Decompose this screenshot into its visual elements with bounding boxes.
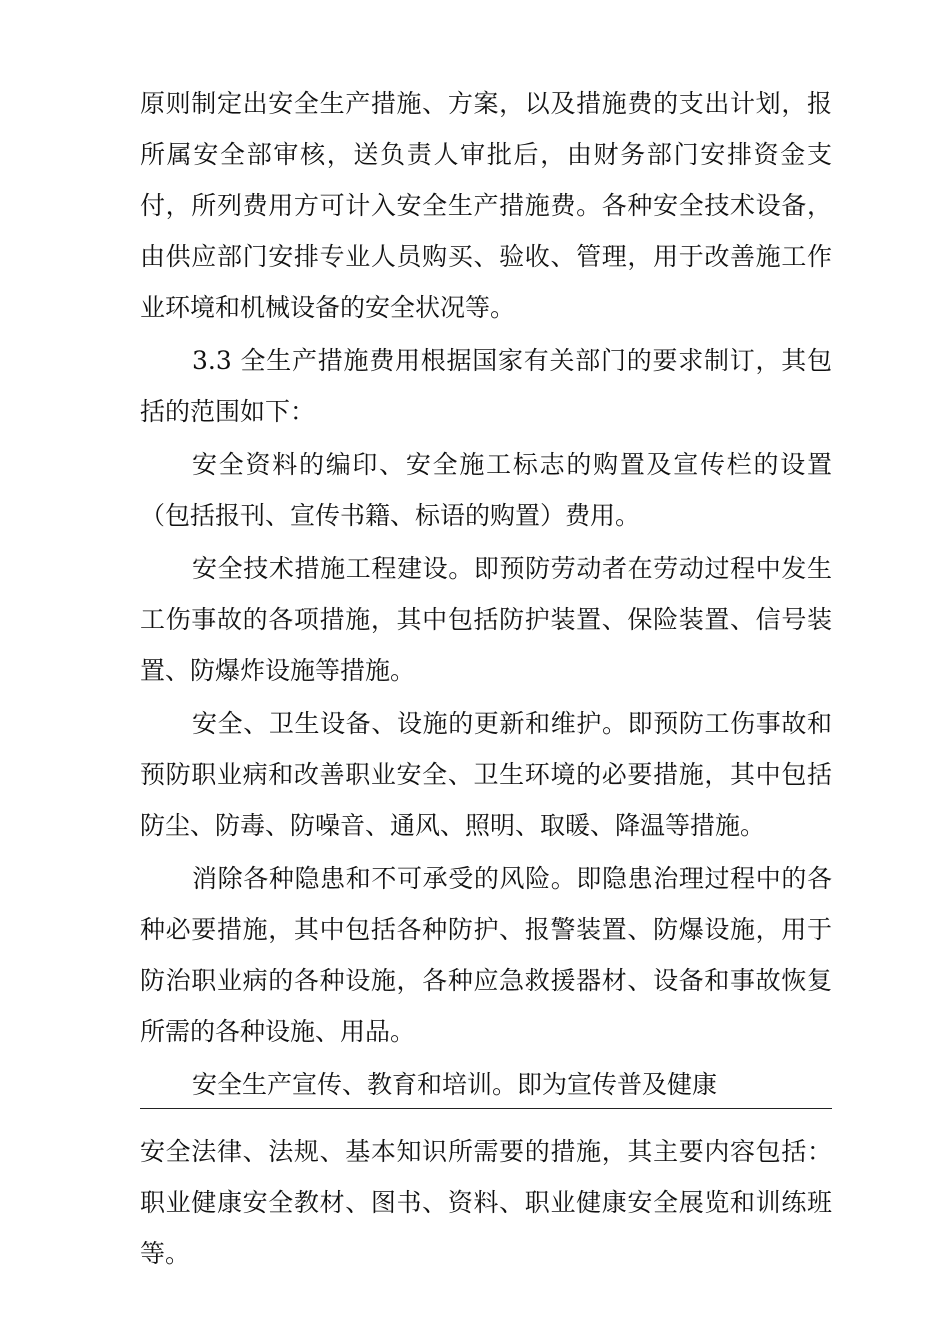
paragraph-3: 安全资料的编印、安全施工标志的购置及宣传栏的设置（包括报刊、宣传书籍、标语的购置）费用。 [140,450,832,530]
paragraph-5: 安全、卫生设备、设施的更新和维护。即预防工伤事故和预防职业病和改善职业安全、卫生环境的必要措施，其中包括防尘、防毒、防噪音、通风、照明、取暖、降温等措施。 [140,709,832,840]
paragraph-1: 原则制定出安全生产措施、方案，以及措施费的支出计划，报所属安全部审核，送负责人审批后，由财务部门安排资金支付，所列费用方可计入安全生产措施费。各种安全技术设备，由供应部门安排专业人员购买、验收、管理，用于改善施工作业环境和机械设备的安全状况等。 [140,89,832,322]
document-body [140,78,832,1110]
paragraph-7: 安全生产宣传、教育和培训。即为宣传普及健康 [192,1070,718,1099]
paragraph-6: 消除各种隐患和不可承受的风险。即隐患治理过程中的各种必要措施，其中包括各种防护、报警装置、防爆设施，用于防治职业病的各种设施，各种应急救援器材、设备和事故恢复所需的各种设施、用品。 [140,864,832,1046]
paragraph-4: 安全技术措施工程建设。即预防劳动者在劳动过程中发生工伤事故的各项措施，其中包括防护装置、保险装置、信号装置、防爆炸设施等措施。 [140,554,832,685]
paragraph-2: 3.3 全生产措施费用根据国家有关部门的要求制订，其包括的范围如下： [140,346,832,426]
continuation-paragraph: 安全法律、法规、基本知识所需要的措施，其主要内容包括：职业健康安全教材、图书、资料、职业健康安全展览和训练班等。 [140,1137,832,1268]
continuation-body [140,1126,832,1279]
section-divider [140,1108,832,1109]
